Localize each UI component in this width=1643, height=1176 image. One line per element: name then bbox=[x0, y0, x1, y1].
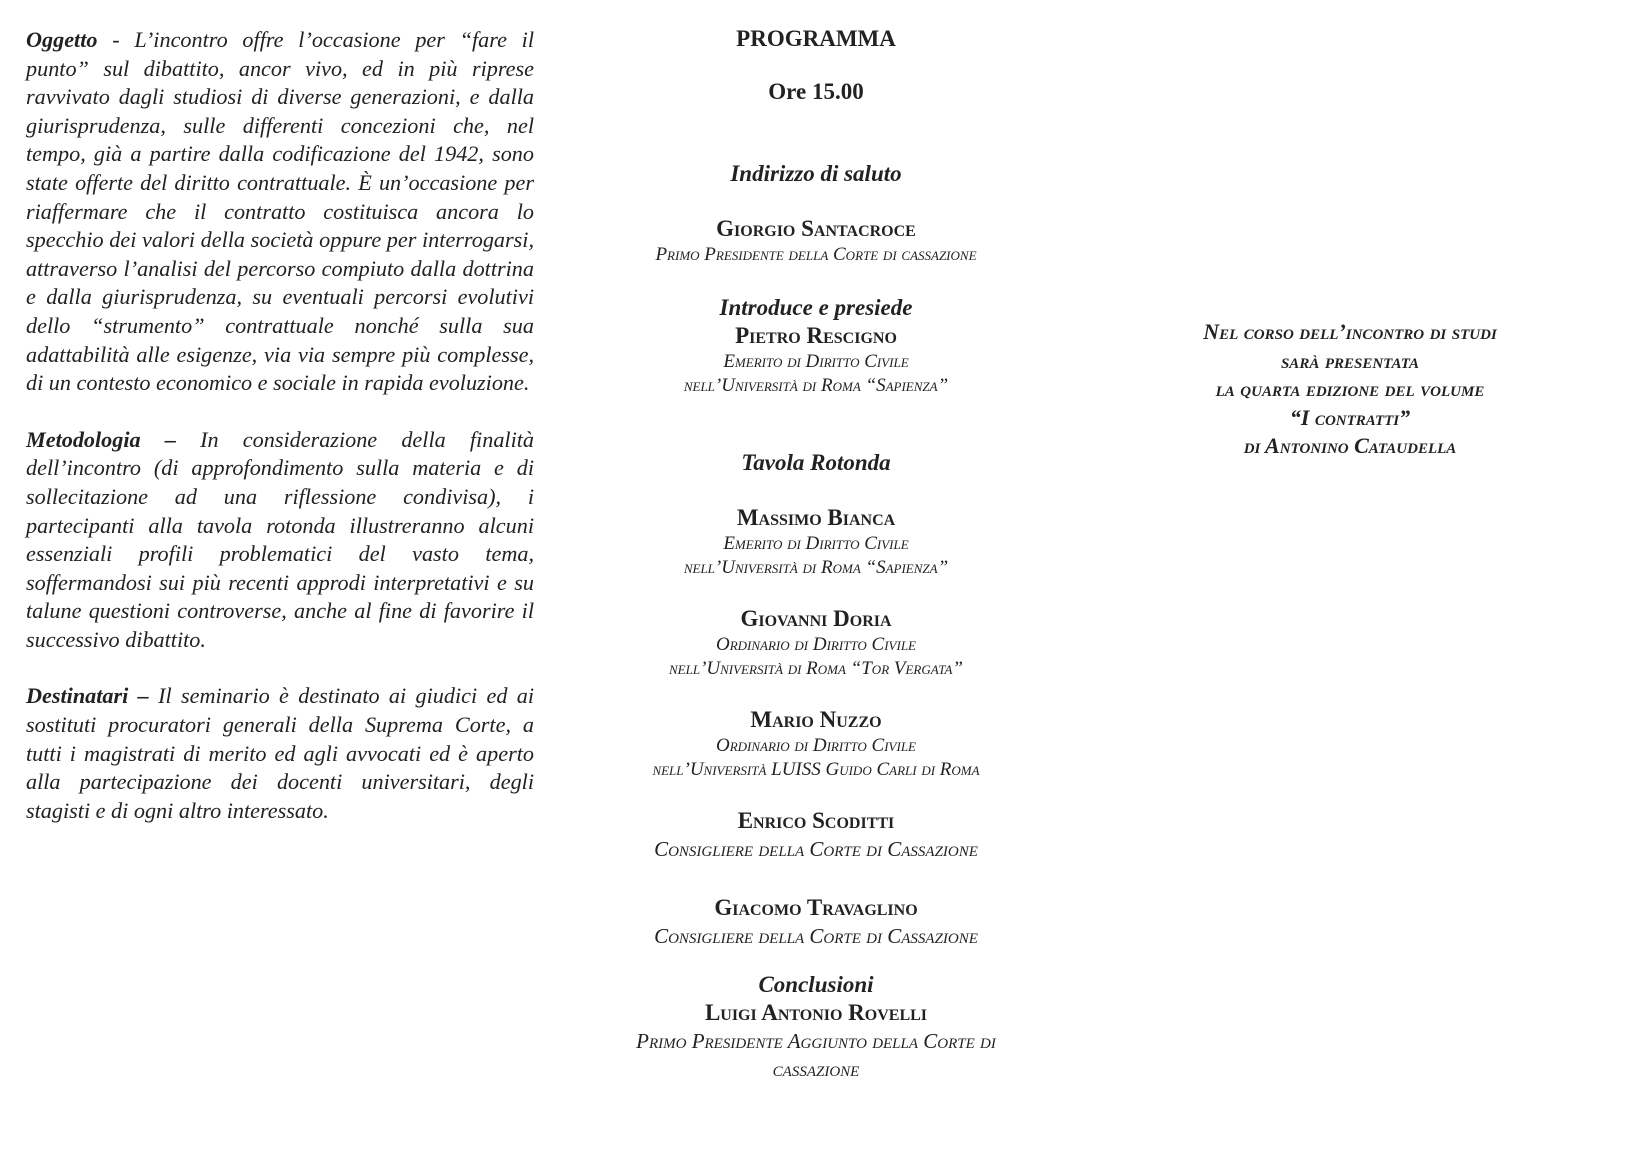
speaker-affiliation: nell’Università di Roma “Tor Vergata” bbox=[669, 658, 963, 679]
speaker-name: Giacomo Travaglino bbox=[714, 895, 918, 920]
speaker-name: Giovanni Doria bbox=[740, 606, 892, 631]
speaker-block bbox=[576, 706, 1056, 782]
oggetto-text: L’incontro offre l’occasione per “fare il punto” sul dibattito, ancor vivo, ed in più riprese ravvivato dagli studiosi di diverse generazioni, e dalla giurisprudenza, sulle differenti concezioni che, nel tempo, già a partire dalla codificazione del 1942, sono state offerte del diritto contrattuale. È un’occasione per riaffermare che il contratto costituisca ancora lo specchio dei valori della società oppure per interrogarsi, attraverso l’analisi del percorso compiuto dalla dottrina e dalla giurisprudenza, su eventuali percorsi evolutivi dello “strumento” contrattuale nonché sulla sua adattabilità alle esigenze, via via sempre più complesse, di un contesto economico e sociale in rapida evoluzione. bbox=[26, 27, 535, 396]
speaker-block bbox=[576, 504, 1056, 580]
presiede-title: Introduce e presiede bbox=[719, 295, 913, 320]
program-title: PROGRAMMA bbox=[736, 26, 896, 51]
speaker-role: Primo Presidente della Corte di cassazione bbox=[655, 244, 977, 265]
presiede-block bbox=[576, 294, 1056, 398]
notice-book-title: “I contratti” bbox=[1289, 404, 1411, 430]
speaker-role-continued: cassazione bbox=[772, 1057, 860, 1081]
speaker-role: Consigliere della Corte di Cassazione bbox=[654, 837, 978, 861]
metodologia-text: In considerazione della finalità dell’incontro (di approfondimento sulla materia e di sollecitazione ad una riflessione condivisa), i partecipanti alla tavola rotonda illustreranno alcuni essenziali profili problematici del vasto tema, soffermandosi sui più recenti approdi interpretativi e su talune questioni controverse, anche al fine di favorire il successivo dibattito. bbox=[26, 426, 534, 652]
conclusioni-block bbox=[576, 971, 1056, 1083]
speaker-role: Emerito di Diritto Civile bbox=[723, 533, 909, 554]
speaker-affiliation: nell’Università di Roma “Sapienza” bbox=[683, 557, 949, 578]
speaker-block bbox=[576, 605, 1056, 681]
speaker-name: Mario Nuzzo bbox=[750, 707, 882, 732]
speaker-name: Pietro Rescigno bbox=[735, 323, 897, 348]
speaker-affiliation: nell’Università LUISS Guido Carli di Roma bbox=[652, 759, 980, 780]
conclusioni-title: Conclusioni bbox=[758, 972, 874, 997]
notice-line: sarà presentata bbox=[1280, 347, 1420, 373]
speaker-name: Enrico Scoditti bbox=[737, 808, 895, 833]
book-presentation-notice bbox=[1140, 318, 1560, 461]
oggetto-label: Oggetto bbox=[26, 27, 98, 52]
speaker-role: Ordinario di Diritto Civile bbox=[716, 735, 916, 756]
saluto-title: Indirizzo di saluto bbox=[730, 161, 902, 186]
speaker-block bbox=[576, 807, 1056, 863]
destinatari-label: Destinatari bbox=[26, 683, 129, 709]
destinatari-paragraph: Destinatari – Il seminario è destinato ai giudici ed ai sostituti procuratori generali della Suprema Corte, a tutti i magistrati di merito ed agli avvocati ed è aperto alla partecipazione dei docenti universitari, degli stagisti e di ogni altro interessato. bbox=[26, 683, 534, 823]
speaker-role: Primo Presidente Aggiunto della Corte di bbox=[636, 1029, 996, 1053]
notice-line: la quarta edizione del volume bbox=[1215, 376, 1485, 401]
tavola-title: Tavola Rotonda bbox=[741, 450, 891, 475]
saluto-speaker bbox=[576, 215, 1056, 267]
speaker-name: Massimo Bianca bbox=[736, 505, 896, 530]
left-column bbox=[26, 26, 534, 825]
destinatari-text: Il seminario è destinato ai giudici ed ai sostituti procuratori generali della Suprema Corte, a tutti i magistrati di merito ed agli avvocati ed è aperto alla partecipazione dei docenti universitari, degli stagisti e di ogni altro interessato. bbox=[26, 683, 534, 823]
speaker-name: Luigi Antonio Rovelli bbox=[704, 1000, 928, 1025]
speaker-block bbox=[576, 894, 1056, 950]
speaker-role: Emerito di Diritto Civile bbox=[723, 351, 909, 372]
program-time: Ore 15.00 bbox=[768, 79, 864, 104]
speaker-affiliation: nell’Università di Roma “Sapienza” bbox=[683, 375, 949, 396]
speaker-name: Giorgio Santacroce bbox=[716, 216, 916, 241]
oggetto-paragraph: Oggetto - L’incontro offre l’occasione per “fare il punto” sul dibattito, ancor vivo, ed in più riprese ravvivato dagli studiosi di diverse generazioni, e dalla giurisprudenza, sulle differenti concezioni che, nel tempo, già a partire dalla codificazione del 1942, sono state offerte del diritto contrattuale. È un’occasione per riaffermare che il contratto costituisca ancora lo specchio dei valori della società oppure per interrogarsi, attraverso l’analisi del percorso compiuto dalla dottrina e dalla giurisprudenza, su eventuali percorsi evolutivi dello “strumento” contrattuale nonché sulla sua adattabilità alle esigenze, via via sempre più complesse, di un contesto economico e sociale in rapida evoluzione. bbox=[26, 27, 535, 396]
notice-author: di Antonino Cataudella bbox=[1243, 433, 1457, 458]
metodologia-paragraph: Metodologia – In considerazione della finalità dell’incontro (di approfondimento sulla materia e di sollecitazione ad una riflessione condivisa), i partecipanti alla tavola rotonda illustreranno alcuni essenziali profili problematici del vasto tema, soffermandosi sui più recenti approdi interpretativi e su talune questioni controverse, anche al fine di favorire il successivo dibattito. bbox=[26, 426, 534, 652]
speaker-role: Consigliere della Corte di Cassazione bbox=[654, 924, 978, 948]
notice-line: Nel corso dell’incontro di studi bbox=[1203, 319, 1497, 344]
speaker-role: Ordinario di Diritto Civile bbox=[716, 634, 916, 655]
metodologia-label: Metodologia bbox=[26, 426, 141, 452]
